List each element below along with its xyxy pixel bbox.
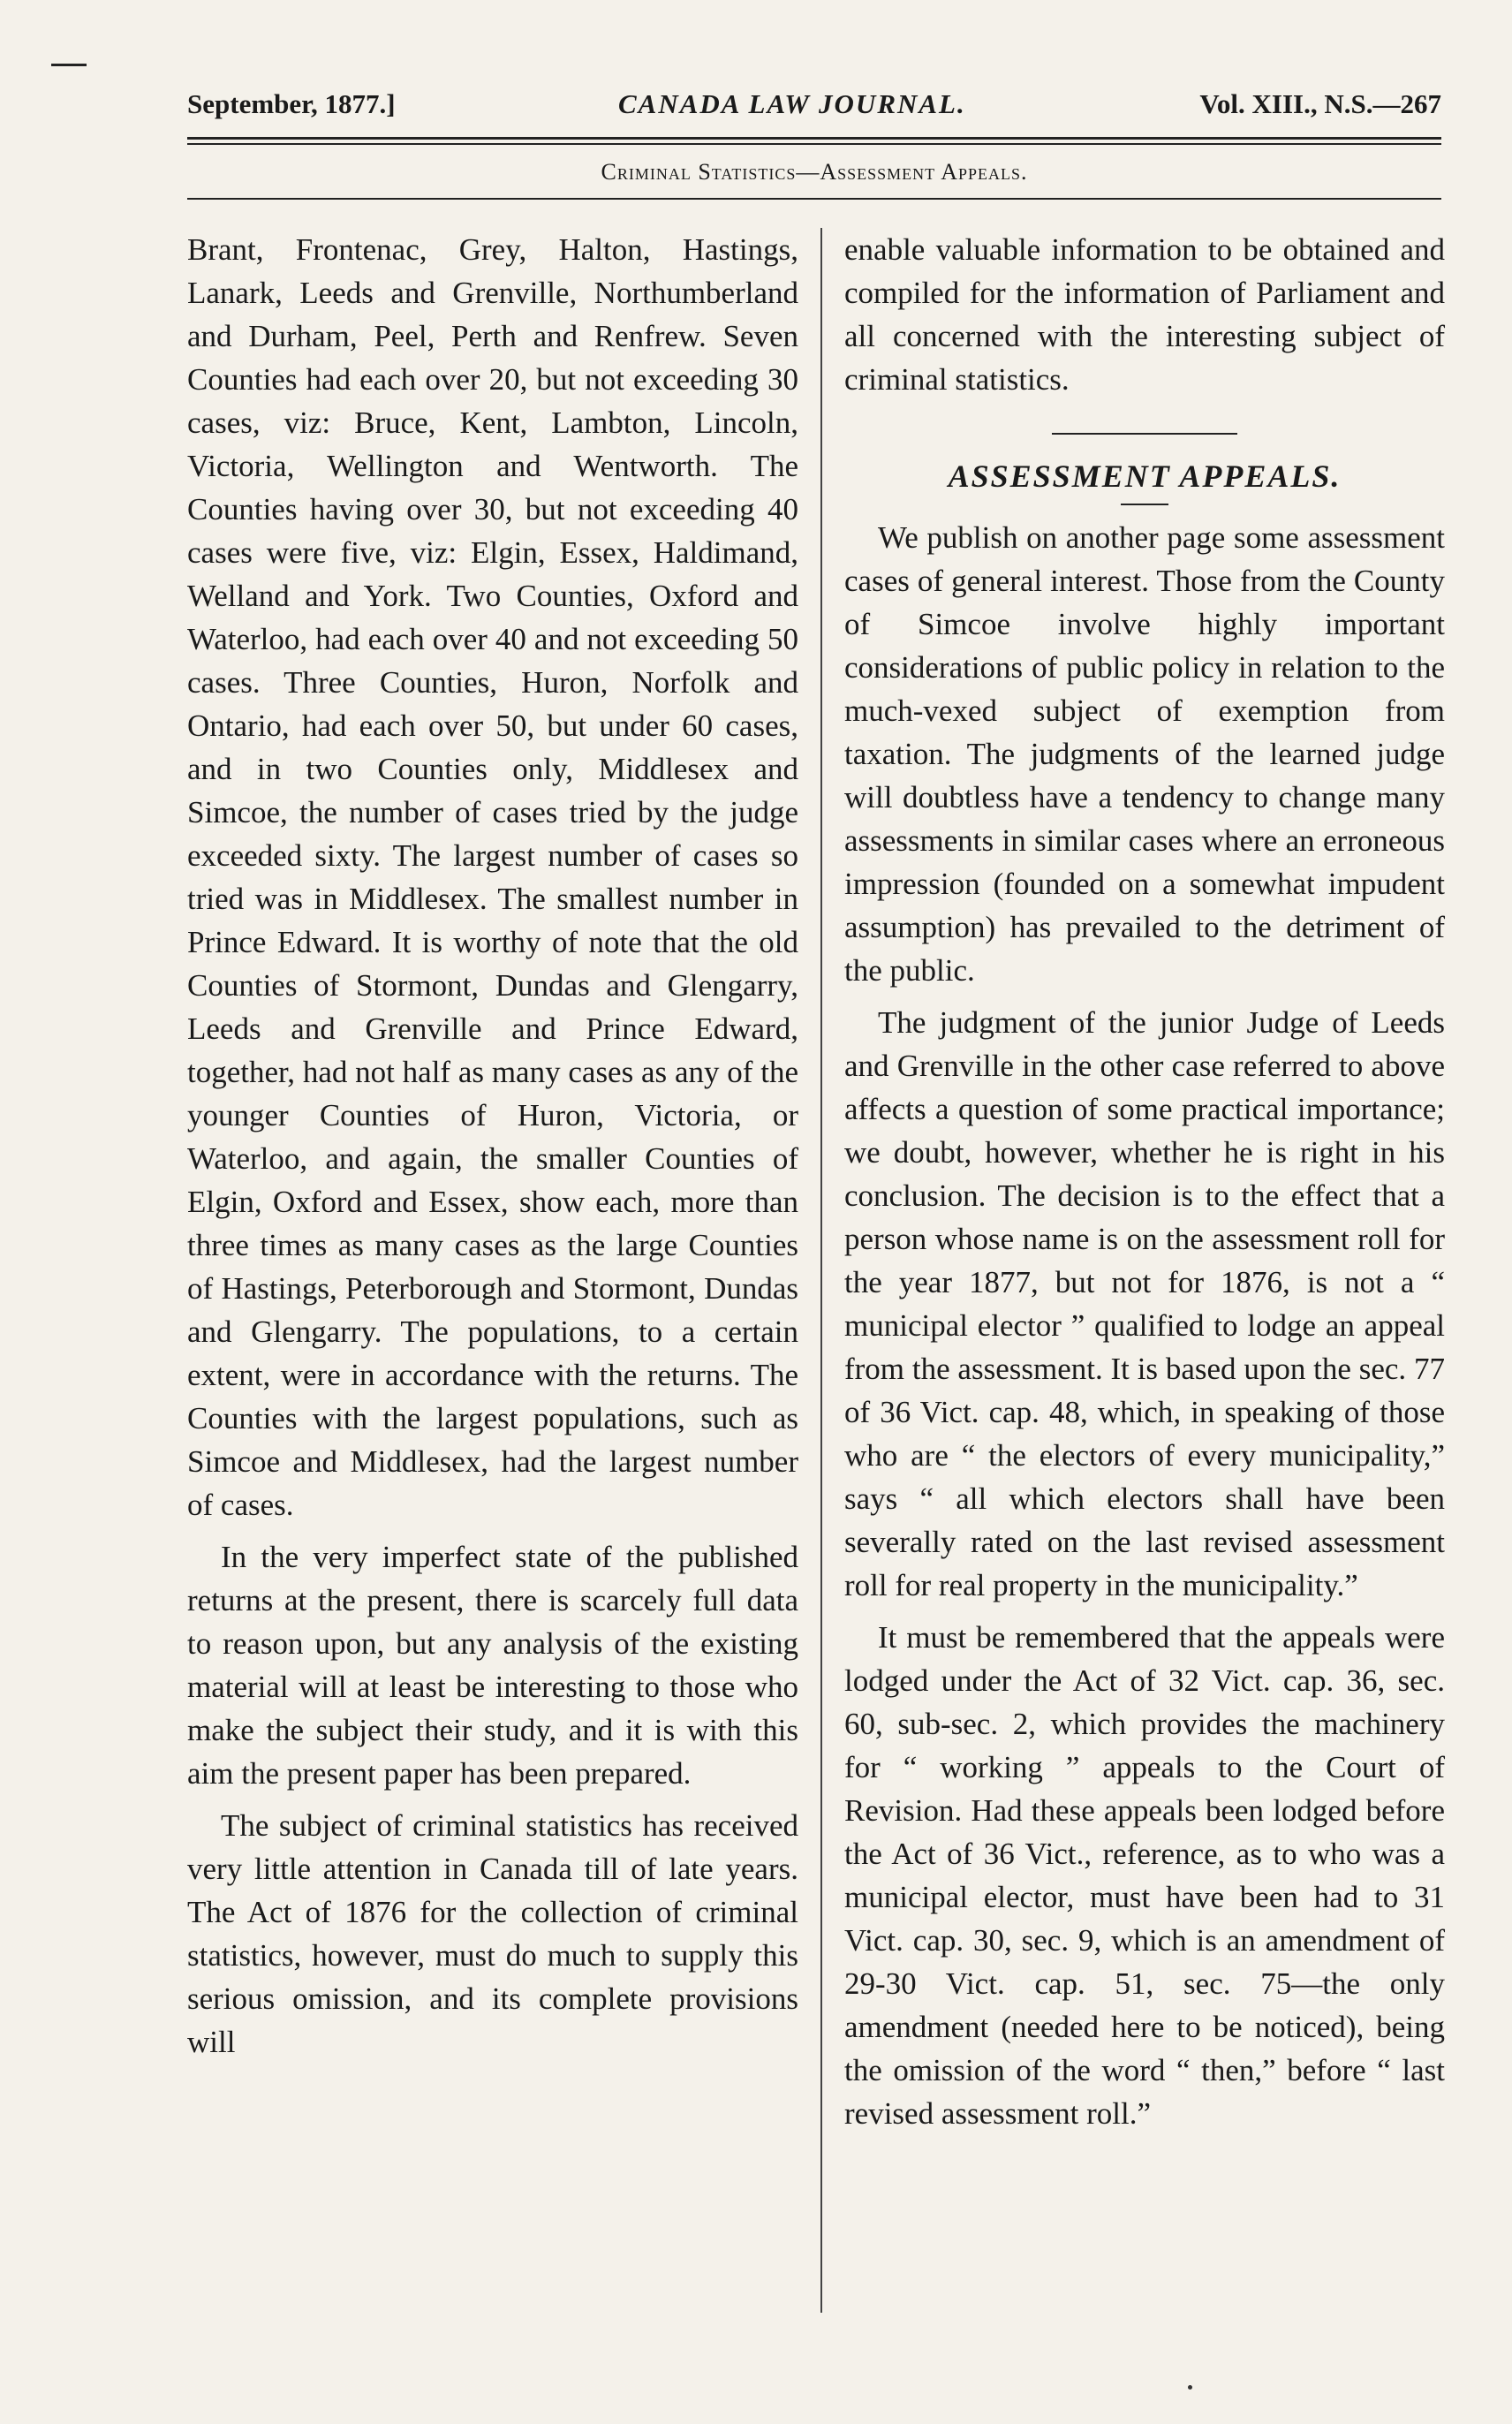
- left-paragraph-3: The subject of criminal statistics has received very little attention in Canada till of late years. The Act of 1876 for the collection of criminal statistics, however, must do much to supply this serious omission, and its complete provisions will: [187, 1808, 798, 2059]
- running-header: [187, 88, 1441, 124]
- ink-speck: [1188, 2385, 1192, 2390]
- right-paragraph-2: The judgment of the junior Judge of Leeds and Grenville in the other case referred to above affects a question of some practical importance; we doubt, however, whether he is right in his conclusion. The decision is to the effect that a person whose name is on the assessment roll for the year 1877, but not for 1876, is not a “ municipal elector ” qualified to lodge an appeal from the assessment. It is based upon the sec. 77 of 36 Vict. cap. 48, which, in speaking of those who are “ the electors of every municipality,” says “ all which electors shall have been severally rated on the last revised assessment roll for real property in the municipality.”: [844, 1005, 1445, 1602]
- title-underline-rule: [1121, 504, 1168, 505]
- header-rule-top: [187, 137, 1441, 140]
- left-column: [187, 228, 798, 2064]
- header-rule-bottom: [187, 143, 1441, 145]
- column-divider: [820, 228, 822, 2313]
- header-journal-title: CANADA LAW JOURNAL.: [618, 88, 966, 119]
- left-paragraph-1: Brant, Frontenac, Grey, Halton, Hastings, Lanark, Leeds and Grenville, Northumberland and Durham, Peel, Perth and Renfrew. Seven Counties had each over 20, but not exceeding 30 cases, viz: Bruce, Kent, Lambton, Lincoln, Victoria, Wellington and Wentworth. The Counties having over 30, but not exceeding 40 cases were five, viz: Elgin, Essex, Haldimand, Welland and York. Two Counties, Oxford and Waterloo, had each over 40 and not exceeding 50 cases. Three Counties, Huron, Norfolk and Ontario, had each over 50, but under 60 cases, and in two Counties only, Middlesex and Simcoe, the number of cases tried by the judge exceeded sixty. The largest number of cases so tried was in Middlesex. The smallest number in Prince Edward. It is worthy of note that the old Counties of Stormont, Dundas and Glengarry, Leeds and Grenville and Prince Edward, together, had not half as many cases as any of the younger Counties of Huron, Victoria, or Waterloo, and again, the smaller Counties of Elgin, Oxford and Essex, show each, more than three times as many cases as the large Counties of Hastings, Peterborough and Stormont, Dundas and Glengarry. The populations, to a certain extent, were in accordance with the returns. The Counties with the largest populations, such as Simcoe and Middlesex, had the largest number of cases.: [187, 232, 798, 1522]
- header-date: September, 1877.]: [187, 88, 396, 119]
- left-paragraph-2: In the very imperfect state of the published returns at the present, there is scarcely full data to reason upon, but any analysis of the existing material will at least be interesting to those who make the subject their study, and it is with this aim the present paper has been prepared.: [187, 1540, 798, 1791]
- right-column: [844, 228, 1445, 2135]
- section-subheading: Criminal Statistics—Assessment Appeals.: [601, 159, 1028, 185]
- right-paragraph-1: We publish on another page some assessment cases of general interest. Those from the County of Simcoe involve highly important considerations of public policy in relation to the much-vexed subject of exemption from taxation. The judgments of the learned judge will doubtless have a tendency to change many assessments in similar cases where an erroneous impression (founded on a somewhat impudent assumption) has prevailed to the detriment of the public.: [844, 520, 1445, 988]
- margin-mark: [51, 64, 87, 66]
- right-paragraph-3: It must be remembered that the appeals were lodged under the Act of 32 Vict. cap. 36, sec. 60, sub-sec. 2, which provides the machinery for “ working ” appeals to the Court of Revision. Had these appeals been lodged before the Act of 36 Vict., reference, as to who was a municipal elector, must have been had to 31 Vict. cap. 30, sec. 9, which is an amendment of 29-30 Vict. cap. 51, sec. 75—the only amendment (needed here to be noticed), being the omission of the word “ then,” before “ last revised assessment roll.”: [844, 1620, 1445, 2131]
- header-volume-page: Vol. XIII., N.S.—267: [1199, 88, 1441, 119]
- section-separator-rule: [1052, 433, 1237, 435]
- assessment-appeals-title: ASSESSMENT APPEALS.: [948, 458, 1342, 494]
- right-intro-paragraph: enable valuable information to be obtained and compiled for the information of Parliament and all concerned with the interesting subject of criminal statistics.: [844, 232, 1445, 397]
- subheading-rule: [187, 198, 1441, 200]
